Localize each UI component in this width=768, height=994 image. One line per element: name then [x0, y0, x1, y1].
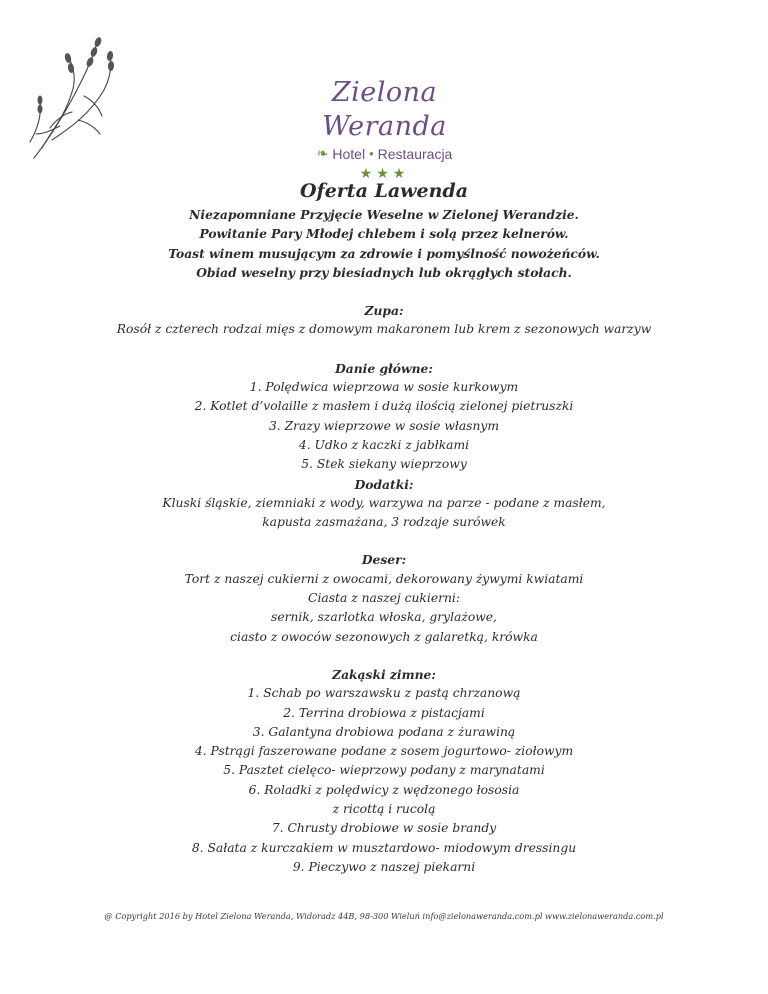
list-item: z ricottą i rucolą [332, 802, 436, 817]
sides-line: Kluski śląskie, ziemniaki z wody, warzywa na parze - podane z masłem, [162, 495, 606, 510]
list-item: 5. Stek siekany wieprzowy [301, 457, 467, 472]
dessert-line: ciasto z owoców sezonowych z galaretką, krówka [230, 629, 538, 644]
menu-content [0, 178, 768, 877]
main-course-heading: Danie główne: [335, 360, 433, 376]
copyright-footer: @ Copyright 2016 by Hotel Zielona Weranda, Widoradz 44B, 98-300 Wieluń info@zielonaweranda.com.pl www.zielonaweranda.com.pl [104, 911, 664, 921]
dessert-section [0, 550, 768, 646]
intro-line: Toast winem musującym za zdrowie i pomyślność nowożeńców. [168, 245, 600, 261]
logo-subtitle [282, 145, 487, 162]
dessert-heading: Deser: [361, 552, 407, 568]
leaf-icon: ❧ [316, 145, 329, 161]
list-item: 7. Chrusty drobiowe w sosie brandy [271, 821, 497, 836]
list-item: 2. Kotlet d’volaille z masłem i dużą ilością zielonej pietruszki [194, 399, 574, 414]
sides-line: kapusta zasmażana, 3 rodzaje surówek [262, 515, 506, 530]
soup-text: Rosół z czterech rodzai mięs z domowym makaronem lub krem z sezonowych warzyw [116, 322, 652, 337]
lavender-sprig-icon [12, 30, 122, 165]
list-item: 1. Polędwica wieprzowa w sosie kurkowym [249, 380, 519, 395]
sides-heading: Dodatki: [354, 476, 414, 492]
logo-separator-dot: • [369, 146, 374, 161]
intro-block [0, 205, 768, 282]
intro-line: Powitanie Pary Młodej chlebem i solą przez kelnerów. [199, 226, 569, 242]
dessert-line: sernik, szarlotka włoska, grylażowe, [271, 610, 497, 625]
cold-starters-section [0, 665, 768, 877]
list-item: 5. Pasztet cielęco- wieprzowy podany z marynatami [223, 763, 545, 778]
logo-subtitle-restaurant: Restauracja [377, 145, 453, 162]
list-item: 2. Terrina drobiowa z pistacjami [283, 705, 485, 720]
list-item: 1. Schab po warszawsku z pastą chrzanową [247, 686, 521, 701]
hotel-logo [282, 76, 487, 182]
intro-line: Obiad weselny przy biesiadnych lub okrągłych stołach. [196, 264, 572, 280]
list-item: 6. Roladki z polędwicy z wędzonego łososia [248, 782, 520, 797]
cold-starters-heading: Zakąski zimne: [332, 666, 436, 682]
list-item: 9. Pieczywo z naszej piekarni [292, 859, 476, 874]
dessert-line: Ciasta z naszej cukierni: [308, 591, 460, 606]
logo-subtitle-hotel: Hotel [332, 145, 366, 162]
soup-section [0, 301, 768, 340]
logo-stars: ★★★ [359, 166, 410, 182]
main-course-section [0, 359, 768, 475]
list-item: 3. Zrazy wieprzowe w sosie własnym [268, 418, 500, 433]
logo-name: Zielona Weranda [322, 77, 447, 142]
intro-line: Niezapomniane Przyjęcie Weselne w Zielonej Werandzie. [189, 207, 579, 222]
list-item: 4. Udko z kaczki z jabłkami [298, 437, 470, 452]
sides-section [0, 475, 768, 533]
offer-title: Oferta Lawenda [299, 180, 469, 202]
soup-heading: Zupa: [364, 303, 404, 319]
list-item: 4. Pstrągi faszerowane podane z sosem jogurtowo- ziołowym [194, 744, 574, 759]
list-item: 3. Galantyna drobiowa podana z żurawiną [252, 724, 516, 739]
dessert-line: Tort z naszej cukierni z owocami, dekorowany żywymi kwiatami [184, 571, 584, 586]
list-item: 8. Sałata z kurczakiem w musztardowo- miodowym dressingu [191, 840, 577, 855]
